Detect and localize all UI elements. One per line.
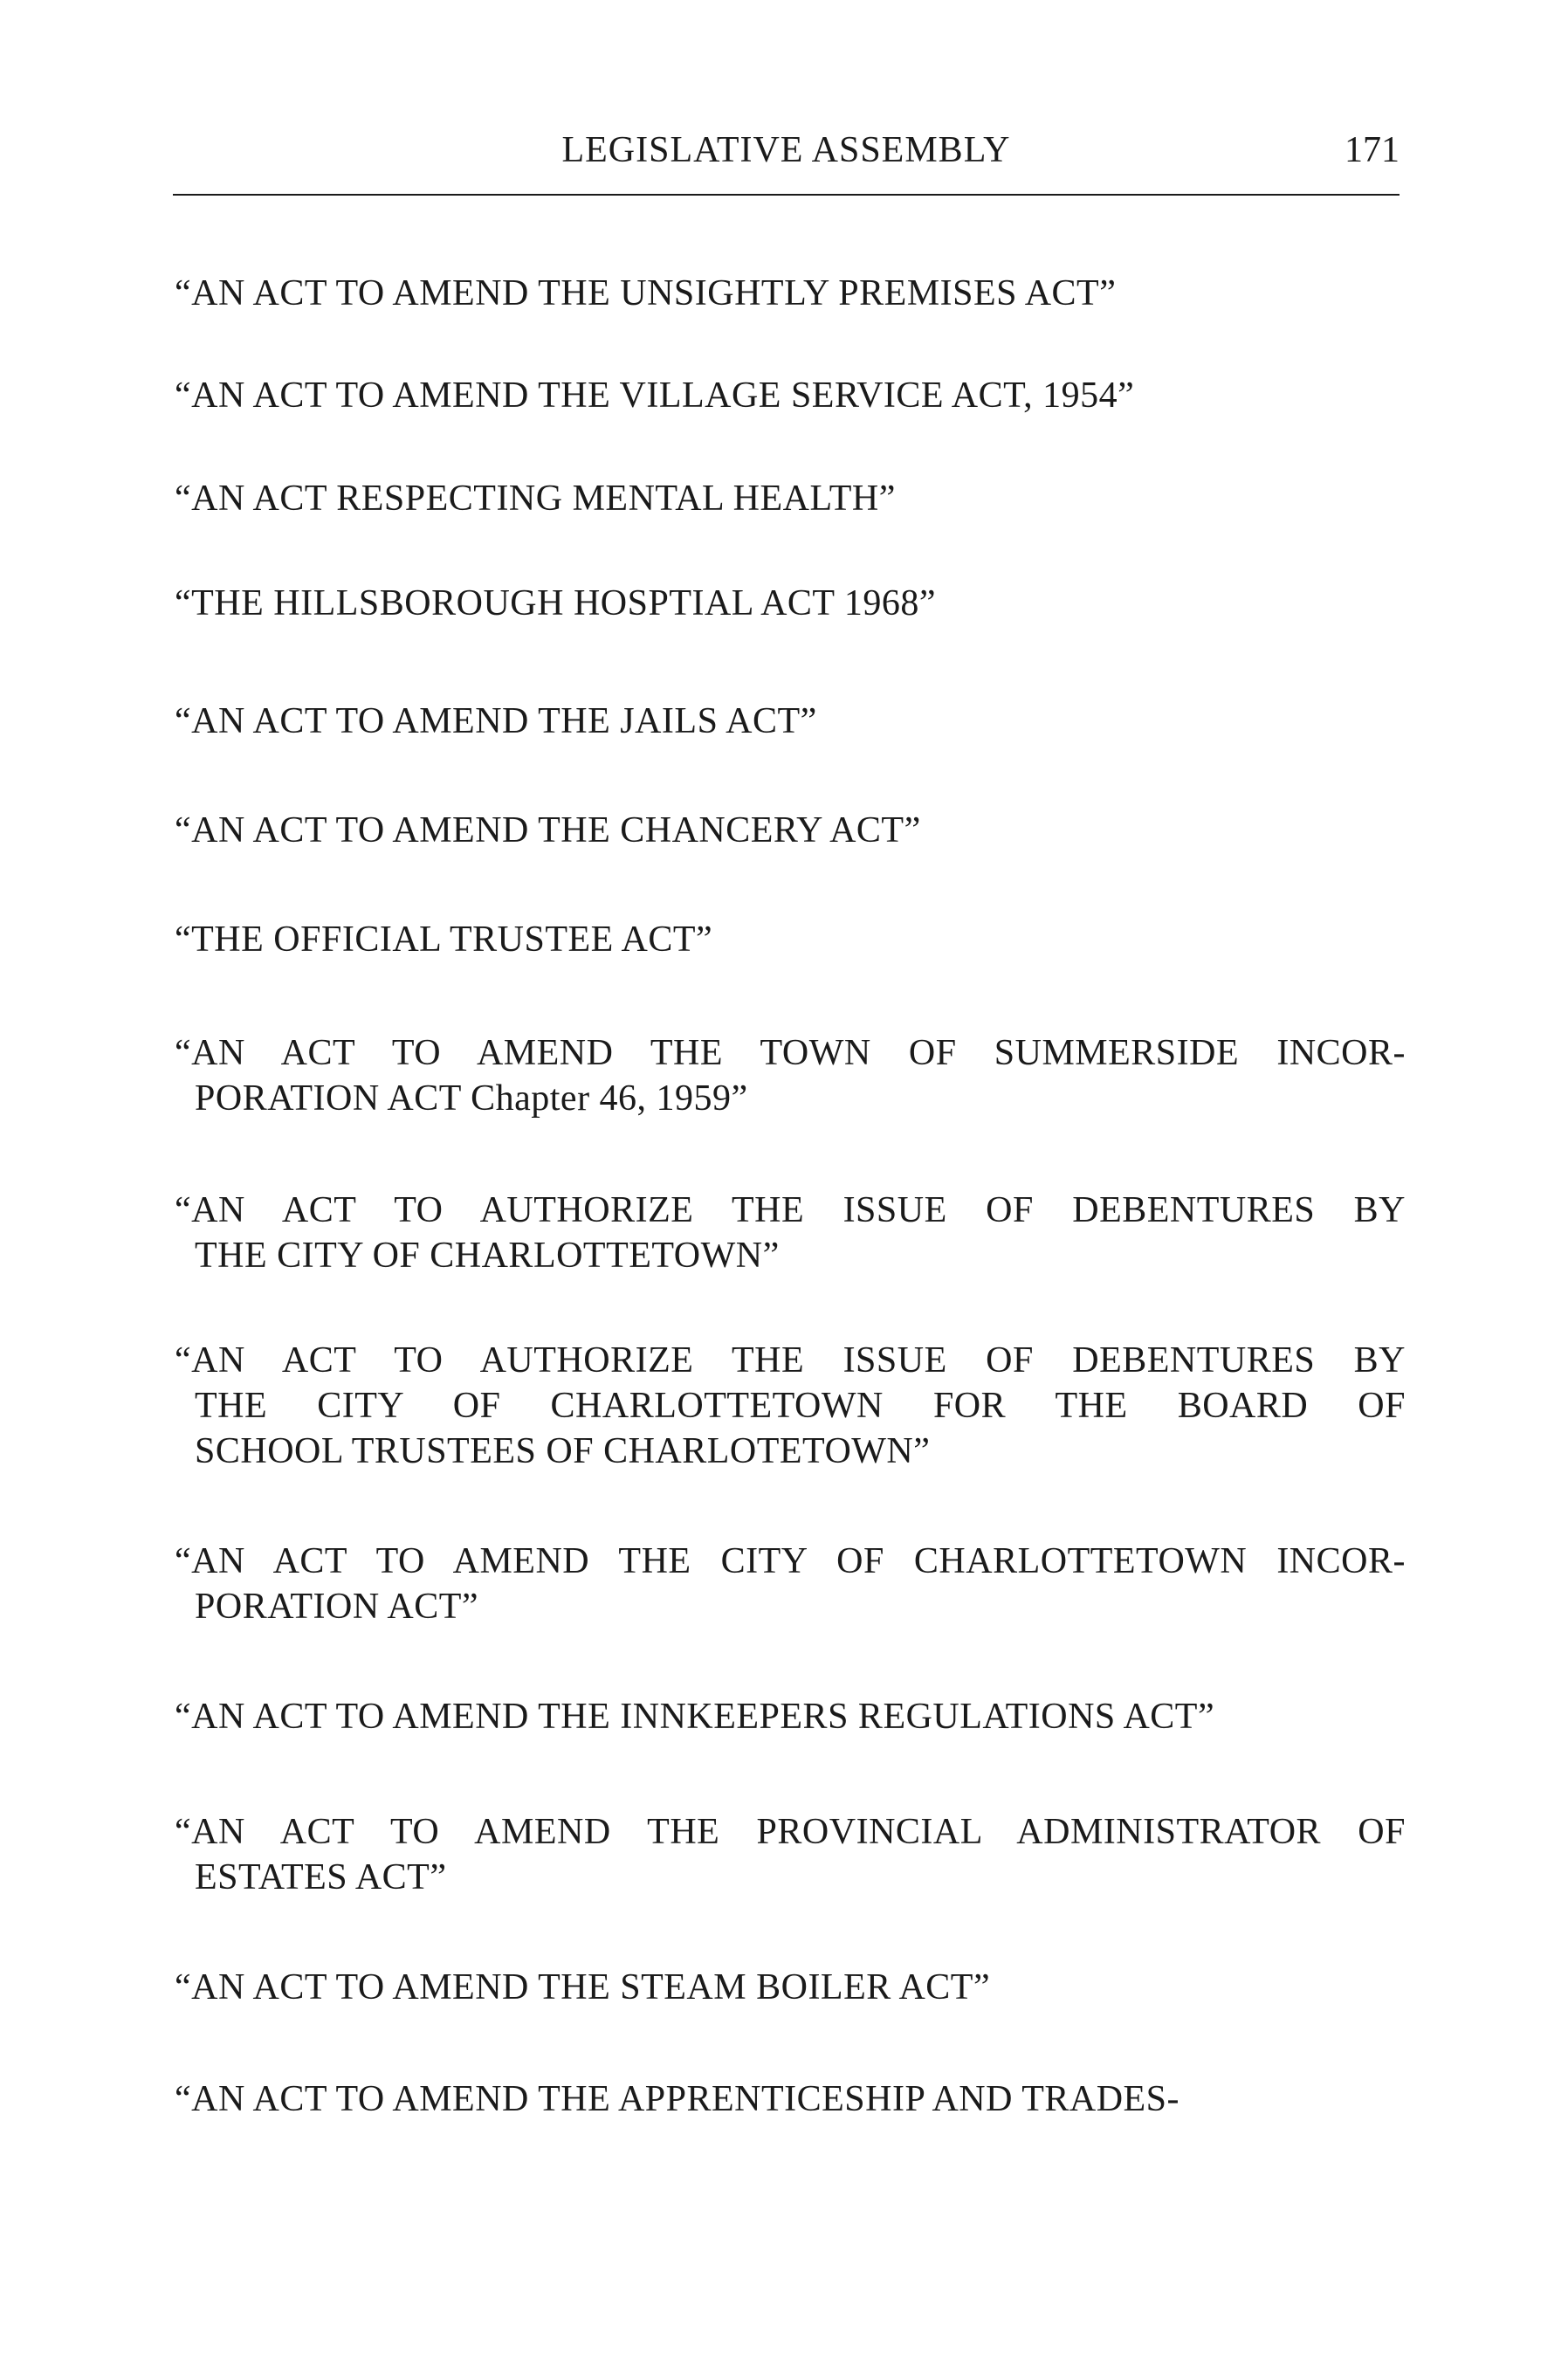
act-entry (175, 581, 1406, 626)
act-entry-line: “AN ACT TO AMEND THE CITY OF CHARLOTTETOWN INCOR- (175, 1541, 1406, 1581)
act-entry (175, 476, 1406, 521)
act-entry (175, 917, 1406, 962)
act-entry-line: “AN ACT TO AMEND THE PROVINCIAL ADMINISTRATOR OF (175, 1812, 1406, 1852)
act-entry-line: “AN ACT TO AMEND THE INNKEEPERS REGULATIONS ACT” (175, 1697, 1215, 1737)
running-head (173, 129, 1400, 182)
act-entry (175, 1539, 1406, 1629)
act-entry-line: THE CITY OF CHARLOTTETOWN” (195, 1236, 780, 1276)
act-entry-line: “AN ACT TO AMEND THE JAILS ACT” (175, 701, 817, 741)
act-entry-line: ESTATES ACT” (195, 1857, 447, 1897)
act-entry-line: “AN ACT TO AMEND THE CHANCERY ACT” (175, 810, 921, 851)
act-entry-line: “AN ACT TO AMEND THE APPRENTICESHIP AND TRADES- (175, 2079, 1180, 2119)
act-entry-line: PORATION ACT” (195, 1587, 479, 1627)
act-entry-line: “AN ACT TO AUTHORIZE THE ISSUE OF DEBENTURES BY (175, 1340, 1406, 1381)
act-entry (175, 1188, 1406, 1278)
act-entry (175, 808, 1406, 853)
act-entry-line: “AN ACT TO AUTHORIZE THE ISSUE OF DEBENTURES BY (175, 1190, 1406, 1230)
header-rule (173, 194, 1400, 196)
act-entry-line: THE CITY OF CHARLOTTETOWN FOR THE BOARD OF (195, 1386, 1406, 1426)
running-head-title: LEGISLATIVE ASSEMBLY (561, 130, 1011, 170)
act-entry (175, 1965, 1406, 2010)
act-entry-line: “AN ACT TO AMEND THE VILLAGE SERVICE ACT, 1954” (175, 375, 1135, 416)
act-entry (175, 2076, 1406, 2122)
act-entry-line: “AN ACT TO AMEND THE UNSIGHTLY PREMISES ACT” (175, 273, 1117, 313)
act-entry-line: “AN ACT RESPECTING MENTAL HEALTH” (175, 479, 896, 519)
act-entry (175, 699, 1406, 744)
act-entry (175, 1694, 1406, 1739)
act-entry-line: “THE HILLSBOROUGH HOSPTIAL ACT 1968” (175, 583, 936, 623)
act-entry (175, 271, 1406, 316)
page-number: 171 (1344, 130, 1400, 170)
act-entry (175, 1030, 1406, 1121)
act-entry (175, 373, 1406, 418)
act-entry-line: “THE OFFICIAL TRUSTEE ACT” (175, 919, 713, 960)
act-entry-line: PORATION ACT Chapter 46, 1959” (195, 1078, 748, 1119)
act-entry-line: SCHOOL TRUSTEES OF CHARLOTETOWN” (195, 1431, 931, 1471)
act-entry-line: “AN ACT TO AMEND THE TOWN OF SUMMERSIDE INCOR- (175, 1033, 1406, 1073)
act-entry (175, 1809, 1406, 1900)
act-entry (175, 1338, 1406, 1474)
act-entry-line: “AN ACT TO AMEND THE STEAM BOILER ACT” (175, 1967, 991, 2008)
